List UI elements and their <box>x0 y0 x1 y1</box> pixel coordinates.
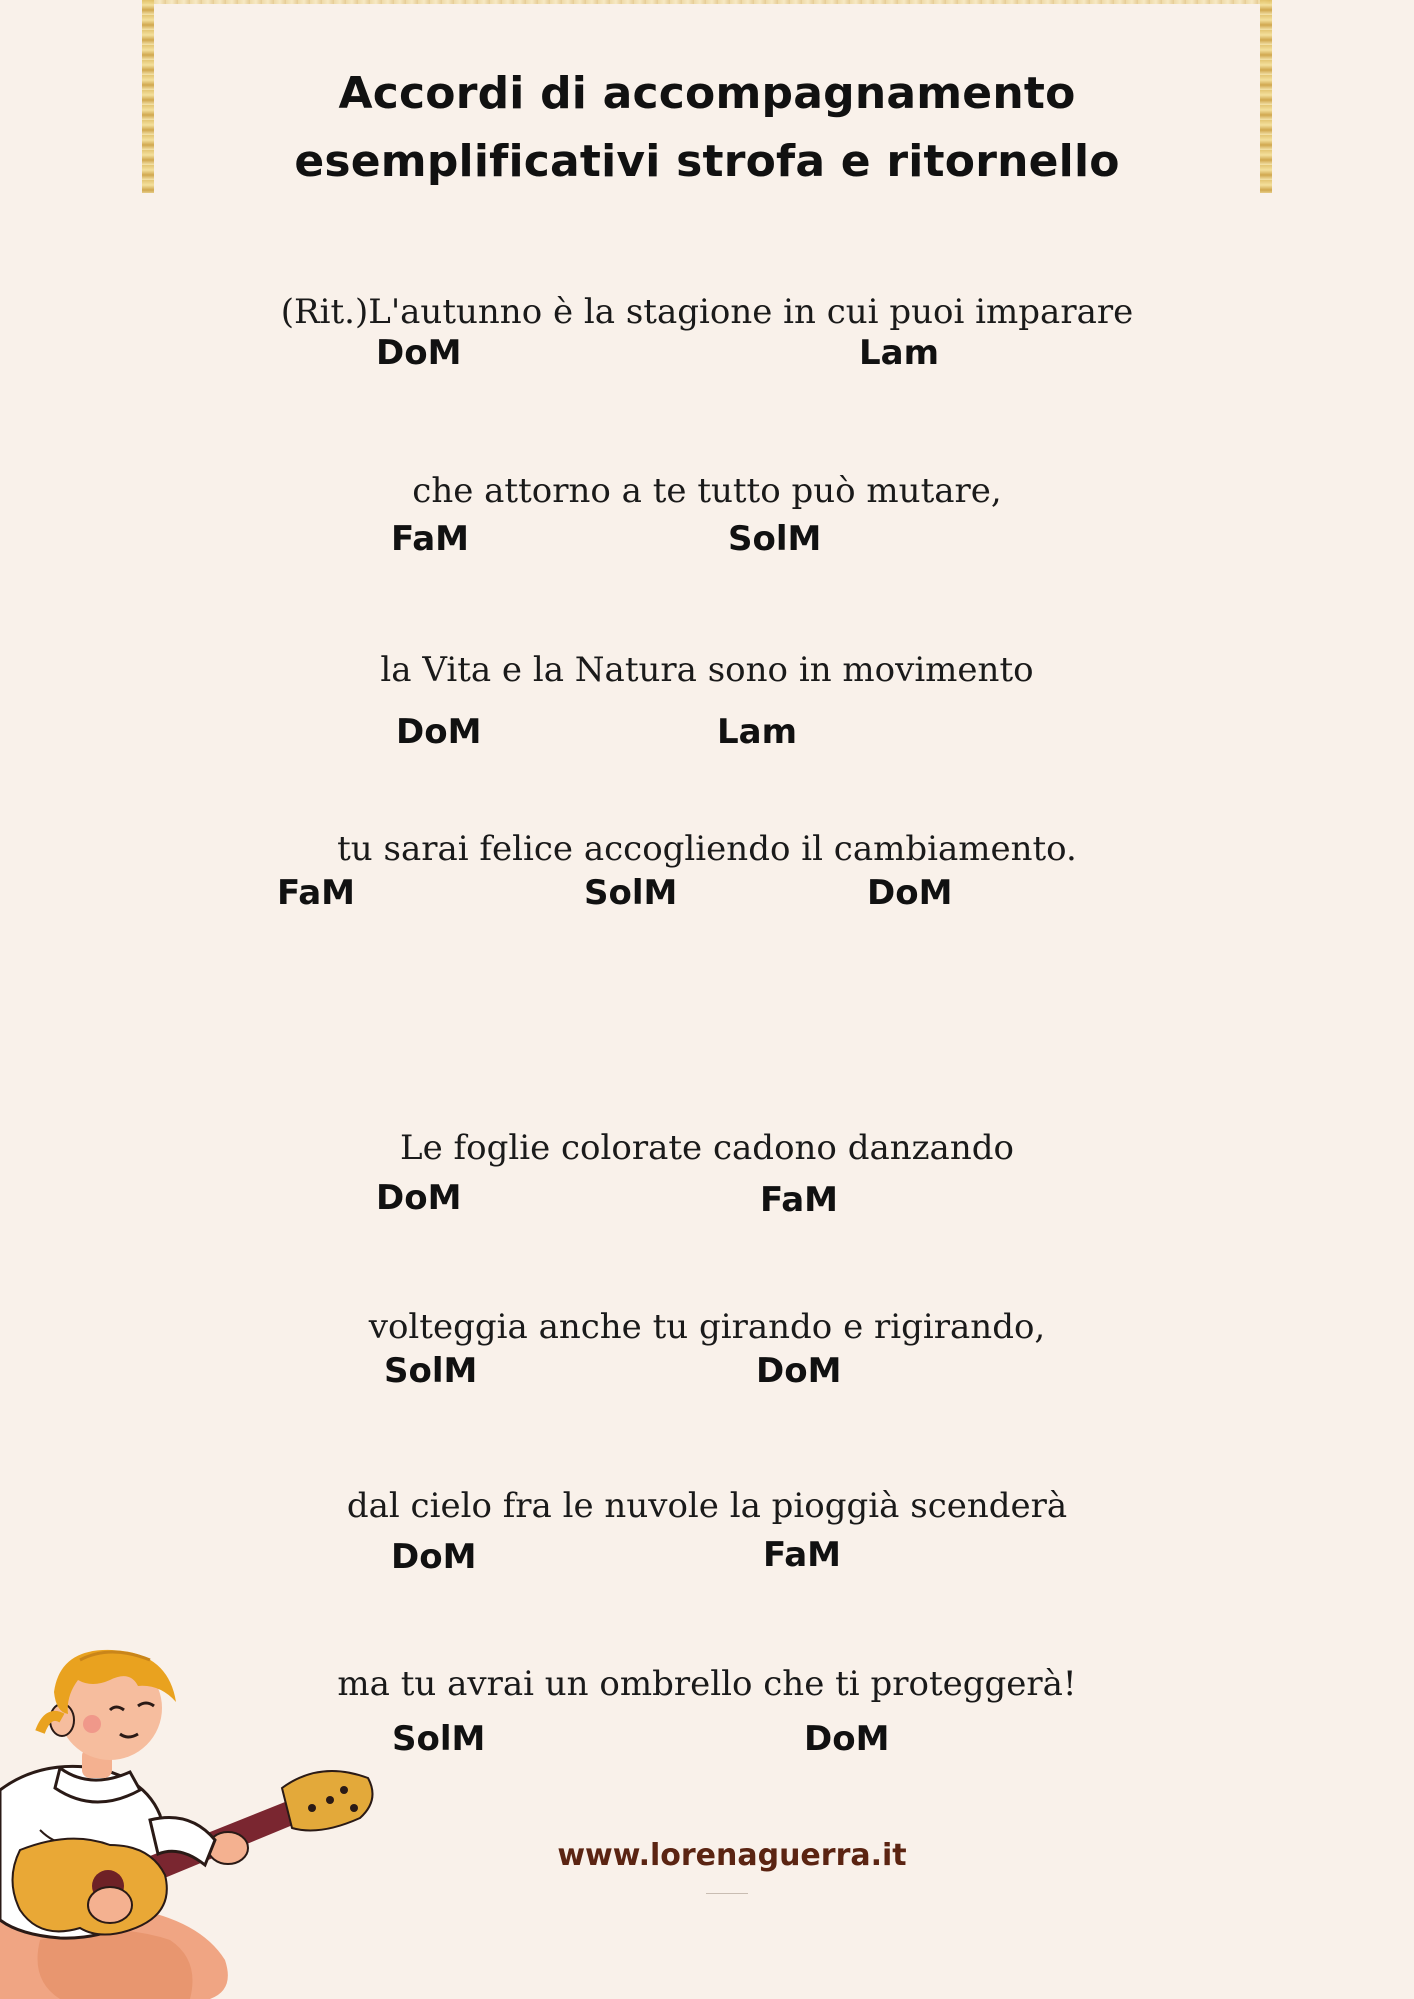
divider <box>706 1893 748 1894</box>
chord-label: DoM <box>396 712 482 752</box>
lyric-line-6: volteggia anche tu girando e rigirando, <box>368 1307 1046 1347</box>
page-title-line-1: Accordi di accompagnamento <box>338 68 1076 119</box>
chord-label: DoM <box>756 1351 842 1391</box>
lyric-line-5: Le foglie colorate cadono danzando <box>400 1128 1014 1168</box>
chord-label: DoM <box>391 1537 477 1577</box>
lyric-line-8: ma tu avrai un ombrello che ti proteggerà! <box>337 1664 1077 1704</box>
chord-label: FaM <box>277 873 356 913</box>
child-with-ukulele-illustration <box>0 1640 380 1999</box>
lyric-line-1: (Rit.)L'autunno è la stagione in cui puoi imparare <box>280 292 1134 332</box>
chord-label: DoM <box>867 873 953 913</box>
chord-label: DoM <box>376 333 462 373</box>
website-link[interactable]: www.lorenaguerra.it <box>557 1838 907 1873</box>
chord-label: Lam <box>717 712 798 752</box>
chord-label: SolM <box>584 873 678 913</box>
chord-label: FaM <box>763 1535 842 1575</box>
chord-label: DoM <box>376 1178 462 1218</box>
chord-label: DoM <box>804 1719 890 1759</box>
lyric-line-2: che attorno a te tutto può mutare, <box>412 471 1002 511</box>
gold-frame-top <box>142 0 1272 4</box>
lyric-line-4: tu sarai felice accogliendo il cambiamento. <box>337 829 1077 869</box>
chord-label: SolM <box>728 519 822 559</box>
chord-label: FaM <box>760 1180 839 1220</box>
chord-label: SolM <box>392 1719 486 1759</box>
chord-label: Lam <box>859 333 940 373</box>
chord-label: SolM <box>384 1351 478 1391</box>
lyric-line-7: dal cielo fra le nuvole la pioggià scenderà <box>346 1486 1068 1526</box>
page-title-line-2: esemplificativi strofa e ritornello <box>294 136 1120 187</box>
lyric-line-3: la Vita e la Natura sono in movimento <box>380 650 1034 690</box>
chord-label: FaM <box>391 519 470 559</box>
